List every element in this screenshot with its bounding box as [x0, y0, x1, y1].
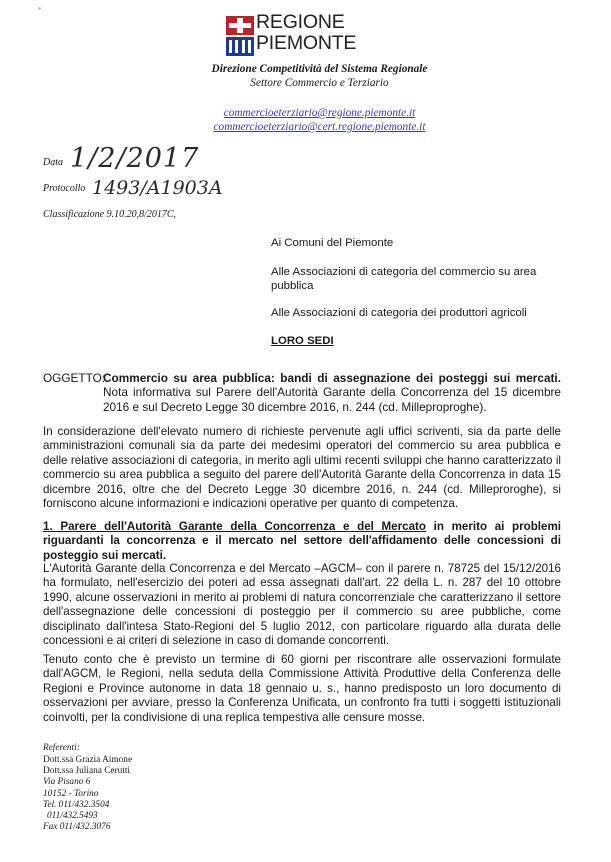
- section-1-title-rest: in merito ai problemi riguardanti la concorrenza e il mercato nel settore dell'affidamento delle concessioni di posteggio sui mercati.: [43, 520, 561, 562]
- section-1-title-underlined: 1. Parere dell'Autorità Garante della Concorrenza e del Mercato: [43, 520, 426, 533]
- protocol-label: Protocollo: [43, 183, 86, 194]
- subject-rest: Nota informativa sul Parere dell'Autorità Garante della Concorrenza del 15 dicembre 2016 e sul Decreto Legge 30 dicembre 2016, n. 244 (cd. Milleproproghe).: [103, 385, 561, 414]
- referent-name-1: Dott.ssa Grazia Aimone: [43, 755, 133, 765]
- referent-street: Via Pisano 6: [43, 777, 91, 788]
- addressee-assoc-commercio: Alle Associazioni di categoria del commercio su area pubblica: [271, 266, 537, 292]
- protocol-handwritten: 1493/A1903A: [92, 177, 223, 199]
- body-paragraph-2: L'Autorità Garante della Concorrenza e del Mercato –AGCM– con il parere n. 78725 del 15/12/2016 ha formulato, nell'esercizio dei poteri ad essa assegnati dall'art. 22 della L. n. 287 del 10 ottobre 1990, alcune osservazioni in merito ai problemi di natura concorrenziale che caratterizzano il settore dell'assegnazione delle concessioni di posteggio per il commercio su aree pubbliche, come disciplinato dall'intesa Stato-Regioni del 5 luglio 2012, con particolare riguardo alla durata delle concessioni e ai criteri di selezione in caso di domande concorrenti.: [43, 562, 561, 648]
- logo-text: [256, 12, 356, 54]
- email-link-1[interactable]: commercioeterziario@regione.piemonte.it: [223, 107, 416, 119]
- addressee-comuni: Ai Comuni del Piemonte: [271, 237, 394, 249]
- directorate-name: Direzione Competitività del Sistema Regionale: [211, 63, 428, 75]
- logo-line-regione: REGIONE: [256, 11, 345, 33]
- referent-tel-2: 011/432.5493: [47, 811, 98, 822]
- date-handwritten: 1/2/2017: [70, 143, 200, 174]
- email-link-2[interactable]: commercioeterziario@cert.regione.piemonte.it: [213, 121, 426, 133]
- subject-label: OGGETTO:: [43, 371, 106, 385]
- referent-fax: Fax 011/432.3076: [43, 822, 111, 833]
- logo-line-piemonte: PIEMONTE: [256, 32, 357, 54]
- regione-piemonte-logo: [226, 13, 426, 59]
- regione-piemonte-emblem-icon: [226, 16, 254, 56]
- subject-bold: Commercio su area pubblica: bandi di assegnazione dei posteggi sui mercati.: [103, 371, 561, 385]
- body-paragraph-3: Tenuto conto che è previsto un termine di 60 giorni per riscontrare alle osservazioni formulate dall'AGCM, le Regioni, nella seduta della Commissione Attività Produttive della Conferenza delle Regioni e Province autonome in data 18 gennaio u. s., hanno predisposto un loro documento di osservazioni per avviare, presso la Conferenza Unificata, un confronto fra tutti i soggetti istituzionali coinvolti, per la condivisione di una replica tempestiva alle censure mosse.: [43, 653, 561, 724]
- addressee-assoc-produttori: Alle Associazioni di categoria dei produttori agricoli: [271, 307, 527, 319]
- referent-tel-1: Tel. 011/432.3504: [43, 799, 110, 810]
- scan-marker: *: [38, 6, 42, 14]
- addressee-closing: LORO SEDI: [271, 335, 334, 347]
- referents-block: [43, 755, 132, 833]
- subject-text: [103, 371, 561, 414]
- classification: Classificazione 9.10.20,8/2017C,: [43, 209, 177, 220]
- referent-name-2: Dott.ssa Juliana Cerutti: [43, 766, 131, 777]
- referent-city: 10152 - Torino: [43, 788, 99, 799]
- referents-label: Referenti:: [43, 743, 80, 753]
- sector-name: Settore Commercio e Terziario: [250, 77, 389, 89]
- date-label: Data: [43, 157, 63, 168]
- section-1-title: [43, 520, 561, 563]
- body-paragraph-1: In considerazione dell'elevato numero di richieste pervenute agli uffici scriventi, sia da parte delle amministrazioni comunali sia da parte dei medesimi operatori del commercio su area pubblica e delle relative associazioni di categoria, in merito agli ultimi recenti sviluppi che hanno caratterizzato il commercio su area pubblica a seguito del parere dell'Autorità Garante della Concorrenza in data 15 dicembre 2016, oltre che del Decreto Legge 30 dicembre 2016, n. 244 (cd. Milleproroghe), si forniscono alcune informazioni e indicazioni operative per quanto di competenza.: [43, 425, 561, 511]
